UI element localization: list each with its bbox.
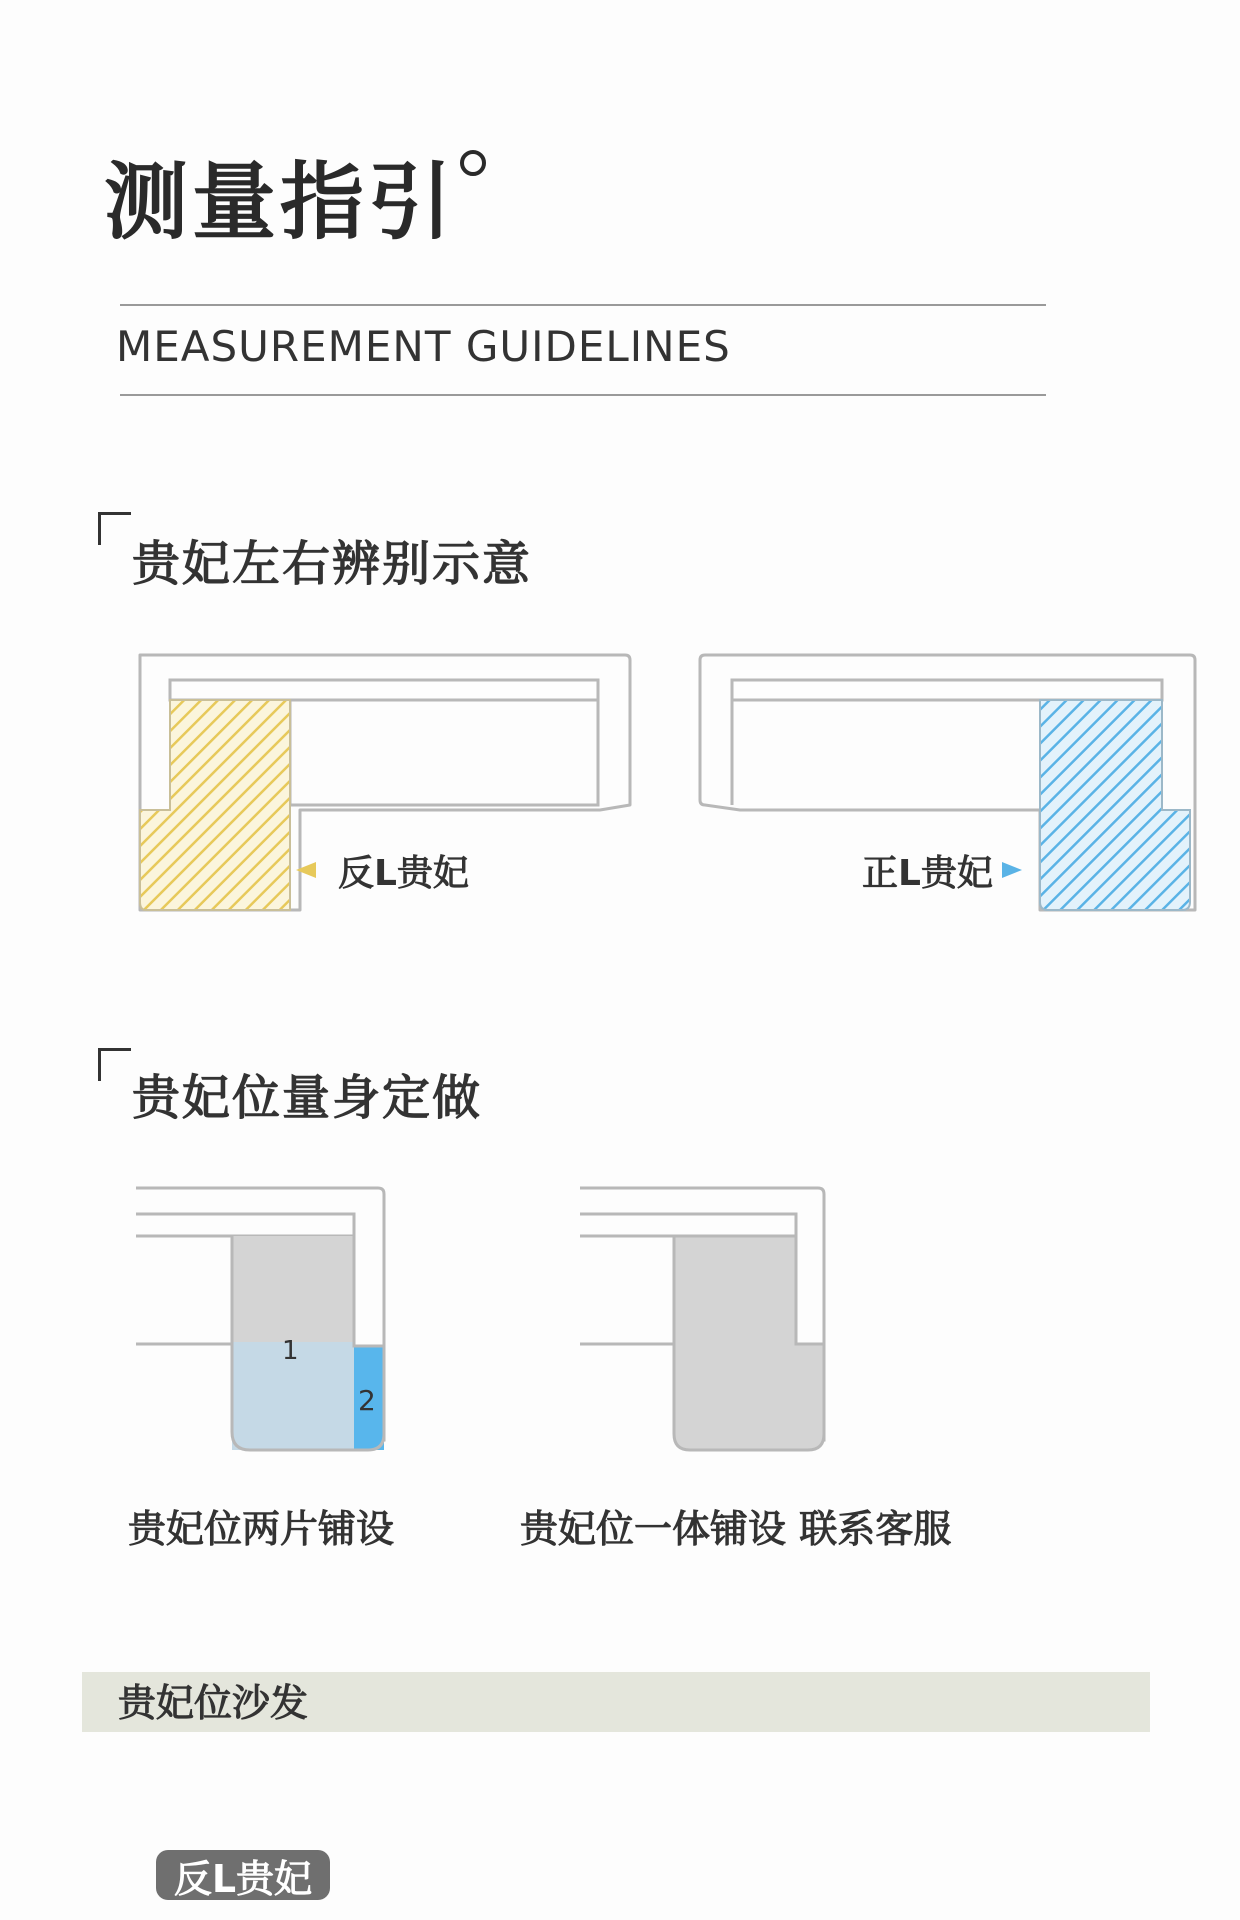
section-corner-mark <box>98 1048 131 1081</box>
section-title-left-right: 贵妃左右辨别示意 <box>132 536 533 592</box>
piece-1-number: 1 <box>282 1336 299 1366</box>
page-title: 测量指引 <box>104 153 457 251</box>
section-title-custom: 贵妃位量身定做 <box>132 1070 483 1126</box>
piece-2-number: 2 <box>358 1384 376 1417</box>
right-arrow-icon <box>1002 862 1022 878</box>
one-piece-caption: 贵妃位一体铺设 联系客服 <box>520 1507 952 1551</box>
normal-l-label: 正L贵妃 <box>862 853 993 894</box>
two-piece-chaise-diagram <box>136 1188 384 1450</box>
two-piece-caption: 贵妃位两片铺设 <box>128 1507 395 1551</box>
page-subtitle: MEASUREMENT GUIDELINES <box>116 322 731 371</box>
category-band-label: 贵妃位沙发 <box>118 1681 309 1725</box>
reverse-l-tag: 反L贵妃 <box>156 1850 330 1900</box>
one-piece-chaise-diagram <box>580 1188 824 1450</box>
reverse-l-label: 反L贵妃 <box>338 853 469 894</box>
